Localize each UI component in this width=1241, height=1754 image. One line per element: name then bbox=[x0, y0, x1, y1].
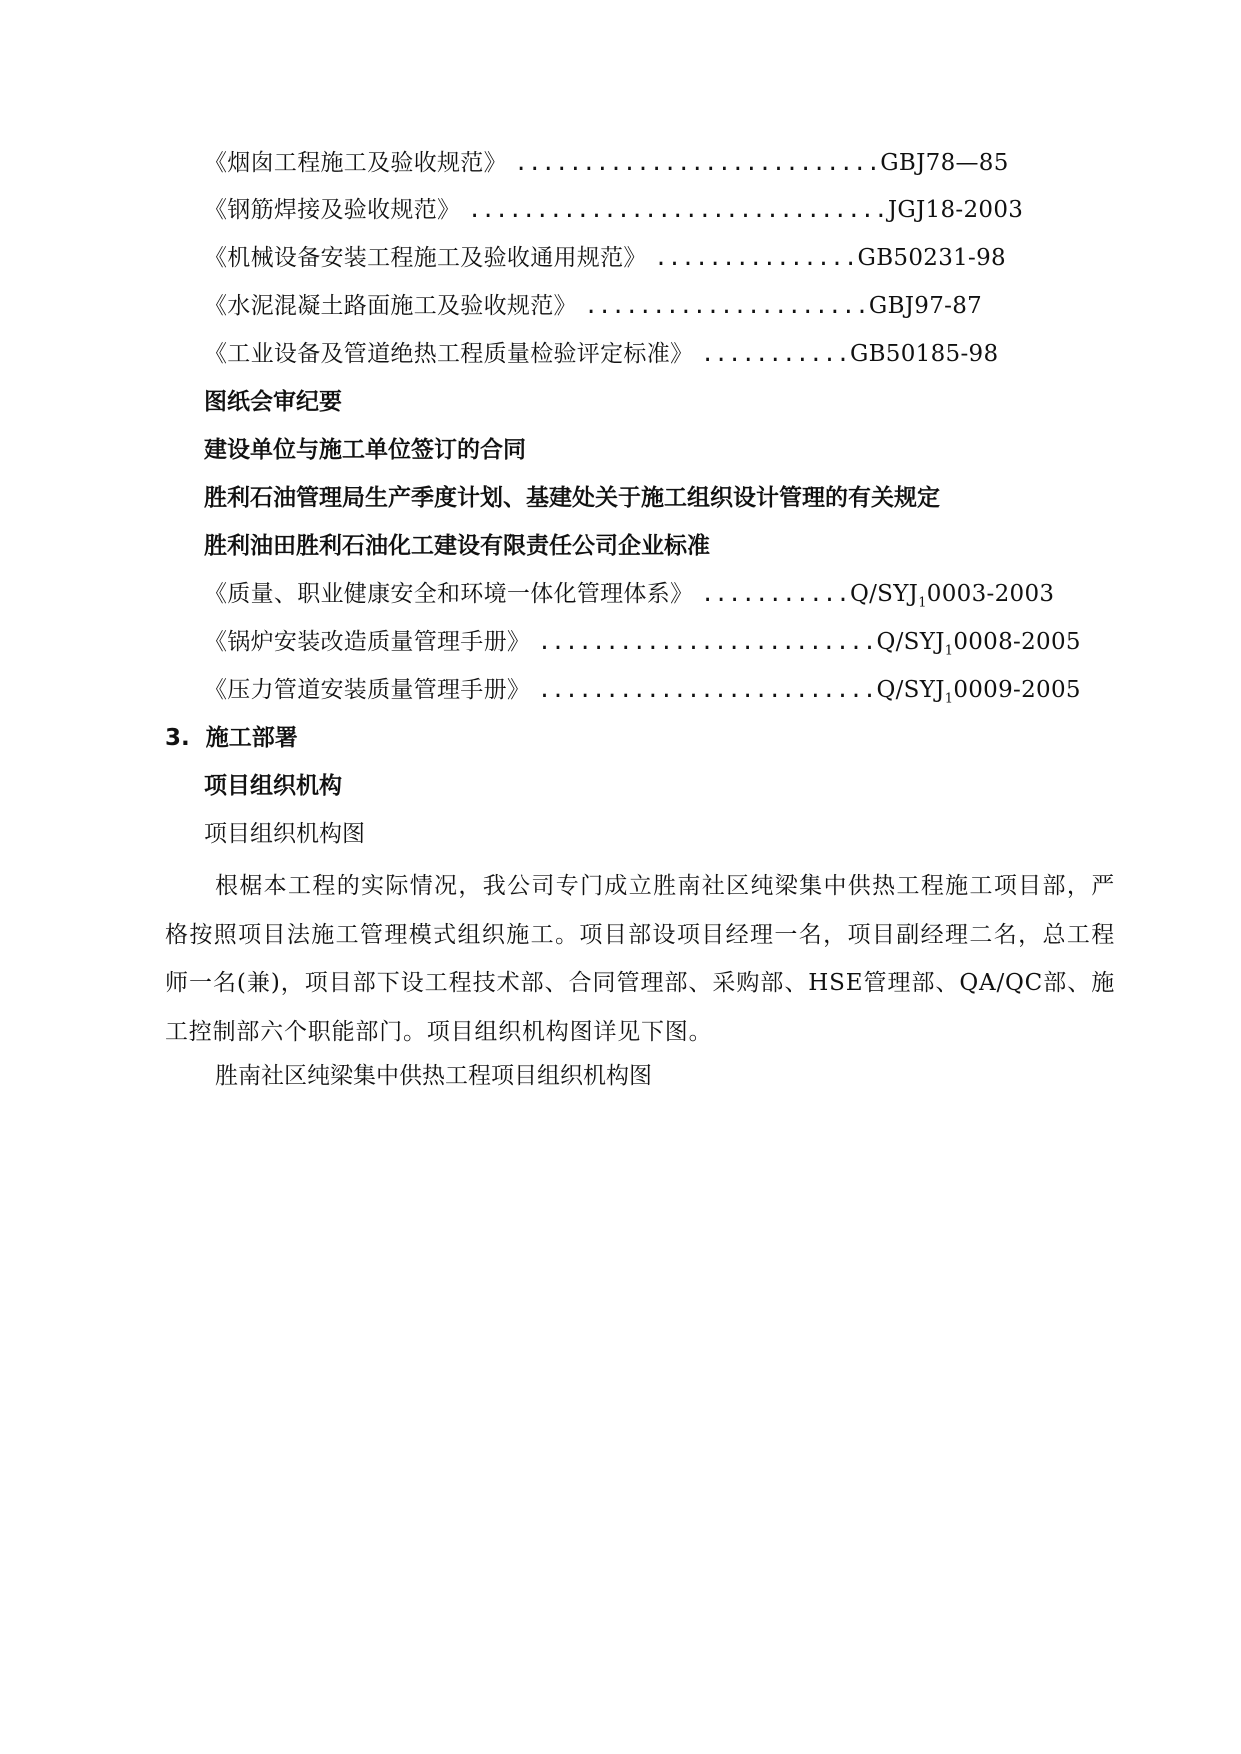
reference-line bbox=[204, 675, 1081, 715]
reference-code: JGJ18-2003 bbox=[887, 197, 1024, 223]
reference-title: 《工业设备及管道绝热工程质量检验评定标准》 bbox=[204, 341, 694, 367]
reference-title: 《钢筋焊接及验收规范》 bbox=[204, 197, 461, 223]
bold-item: 胜利石油管理局生产季度计划、基建处关于施工组织设计管理的有关规定 bbox=[204, 485, 940, 511]
reference-code: GBJ97-87 bbox=[868, 293, 983, 319]
dot-leader: ........... bbox=[700, 582, 850, 607]
section-title: 施工部署 bbox=[205, 725, 298, 751]
bold-item: 胜利油田胜利石油化工建设有限责任公司企业标准 bbox=[204, 533, 710, 559]
reference-code-prefix: Q/SYJ bbox=[876, 629, 945, 655]
reference-code-subscript: 1 bbox=[944, 691, 954, 707]
dot-leader: ..................... bbox=[584, 294, 869, 319]
reference-code-subscript: 1 bbox=[944, 643, 954, 659]
reference-title: 《质量、职业健康安全和环境一体化管理体系》 bbox=[204, 581, 694, 607]
dot-leader: ........... bbox=[700, 342, 850, 367]
reference-code-subscript: 1 bbox=[918, 595, 927, 611]
dot-leader: ............... bbox=[654, 246, 858, 271]
reference-code: GBJ78—85 bbox=[880, 150, 1009, 176]
bold-item: 建设单位与施工单位签订的合同 bbox=[204, 437, 526, 463]
dot-leader: ......................... bbox=[537, 678, 877, 703]
reference-line bbox=[204, 291, 982, 322]
reference-code-suffix: 0008-2005 bbox=[953, 629, 1081, 655]
reference-line bbox=[204, 627, 1081, 667]
reference-line bbox=[204, 195, 1023, 226]
reference-code-prefix: Q/SYJ bbox=[876, 677, 945, 703]
reference-code-prefix: Q/SYJ bbox=[849, 581, 919, 607]
reference-code-suffix: 0009-2005 bbox=[953, 677, 1081, 703]
bold-item: 图纸会审纪要 bbox=[204, 389, 342, 415]
reference-code: GB50185-98 bbox=[849, 341, 999, 367]
reference-title: 《压力管道安装质量管理手册》 bbox=[204, 677, 531, 703]
figure-caption: 胜南社区纯梁集中供热工程项目组织机构图 bbox=[215, 1063, 652, 1089]
reference-code: GB50231-98 bbox=[857, 245, 1006, 271]
reference-line bbox=[204, 579, 1054, 619]
reference-line bbox=[204, 243, 1006, 274]
figure-heading: 项目组织机构图 bbox=[204, 821, 365, 847]
subsection-title: 项目组织机构 bbox=[204, 773, 342, 799]
reference-title: 《水泥混凝土路面施工及验收规范》 bbox=[204, 293, 577, 319]
reference-code-suffix: 0003-2003 bbox=[926, 581, 1055, 607]
dot-leader: ............................... bbox=[467, 198, 888, 223]
dot-leader: ......................... bbox=[537, 630, 877, 655]
reference-title: 《机械设备安装工程施工及验收通用规范》 bbox=[204, 245, 647, 271]
reference-line bbox=[204, 339, 998, 370]
section-heading bbox=[165, 723, 298, 753]
body-paragraph: 根椐本工程的实际情况，我公司专门成立胜南社区纯梁集中供热工程施工项目部，严格按照项目法施工管理模式组织施工。项目部设项目经理一名，项目副经理二名，总工程师一名(兼)，项目部下设工程技术部、合同管理部、采购部、HSE管理部、QA/QC部、施工控制部六个职能部门。项目组织机构图详见下图。 bbox=[165, 873, 1115, 1045]
section-number: 3. bbox=[165, 725, 190, 751]
reference-title: 《烟囱工程施工及验收规范》 bbox=[204, 150, 507, 176]
dot-leader: ........................... bbox=[514, 151, 881, 176]
reference-title: 《锅炉安装改造质量管理手册》 bbox=[204, 629, 531, 655]
reference-line bbox=[204, 148, 1009, 179]
